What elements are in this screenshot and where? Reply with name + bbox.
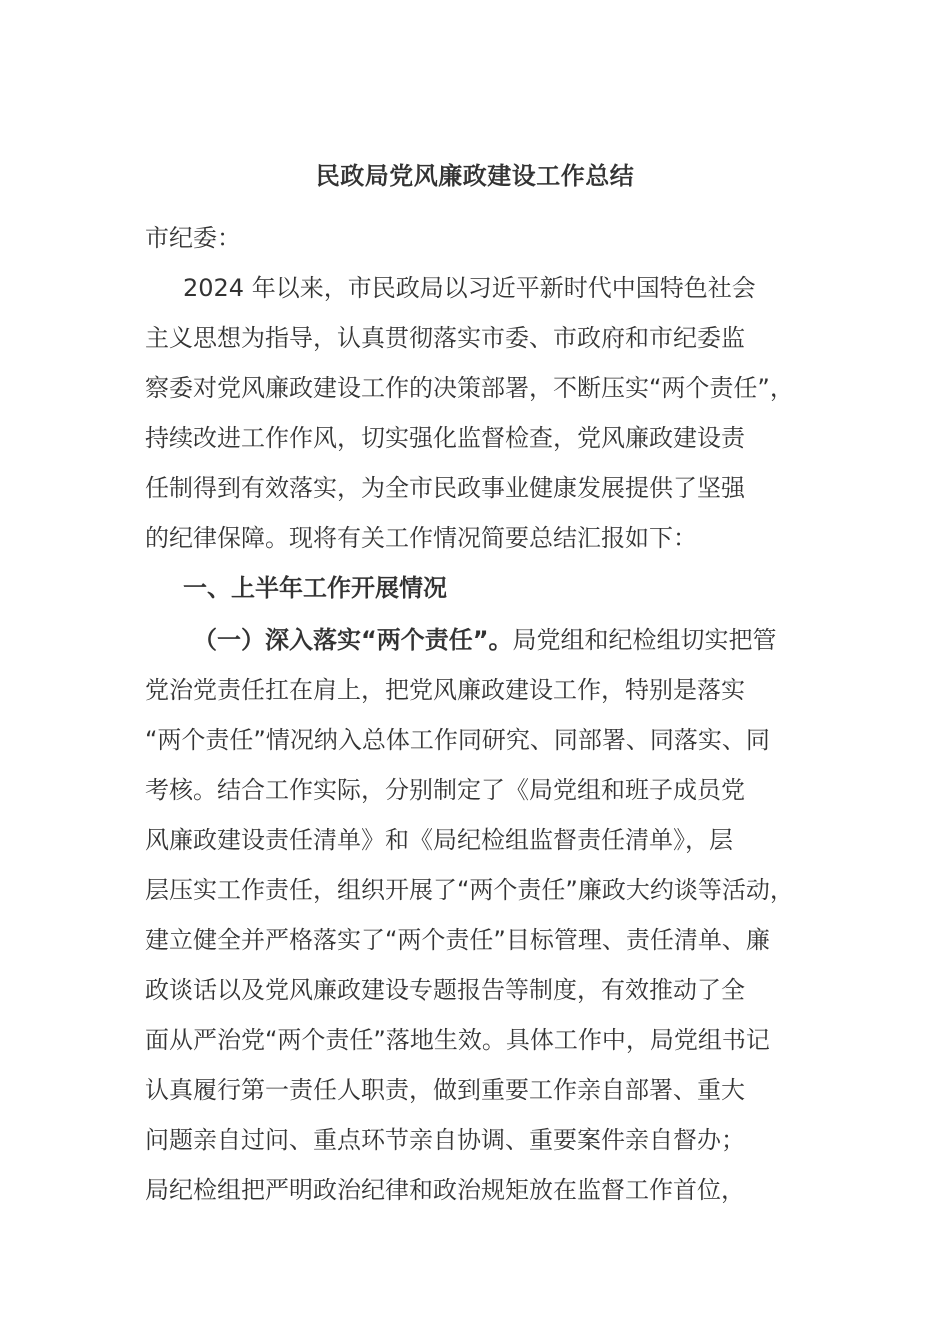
intro-line-5: 任制得到有效落实，为全市民政事业健康发展提供了坚强 (145, 474, 745, 502)
subsection-heading-1: （一）深入落实“两个责任”。 (193, 626, 513, 654)
body-line-2: “两个责任”情况纳入总体工作同研究、同部署、同落实、同 (145, 726, 770, 754)
body-line-10: 问题亲自过问、重点环节亲自协调、重要案件亲自督办； (145, 1126, 745, 1154)
body-line-11: 局纪检组把严明政治纪律和政治规矩放在监督工作首位， (145, 1176, 745, 1204)
intro-line-1: 2024 年以来，市民政局以习近平新时代中国特色社会 (183, 274, 756, 302)
body-line-3: 考核。结合工作实际，分别制定了《局党组和班子成员党 (145, 776, 745, 804)
body-line-8: 面从严治党“两个责任”落地生效。具体工作中，局党组书记 (145, 1026, 770, 1054)
intro-line-3: 察委对党风廉政建设工作的决策部署，不断压实“两个责任”， (145, 374, 794, 402)
section-heading-1: 一、上半年工作开展情况 (183, 574, 447, 602)
body-line-4: 风廉政建设责任清单》和《局纪检组监督责任清单》，层 (145, 826, 733, 854)
subsection-first-line (193, 624, 777, 656)
body-line-9: 认真履行第一责任人职责，做到重要工作亲自部署、重大 (145, 1076, 745, 1104)
body-line-6: 建立健全并严格落实了“两个责任”目标管理、责任清单、廉 (145, 926, 770, 954)
body-line-5: 层压实工作责任，组织开展了“两个责任”廉政大约谈等活动， (145, 876, 794, 904)
document-title: 民政局党风廉政建设工作总结 (315, 162, 635, 190)
body-line-1: 党治党责任扛在肩上，把党风廉政建设工作，特别是落实 (145, 676, 745, 704)
intro-line-4: 持续改进工作作风，切实强化监督检查，党风廉政建设责 (145, 424, 745, 452)
subsection-first-line-text: 局党组和纪检组切实把管 (512, 626, 777, 654)
salutation: 市纪委： (145, 224, 241, 252)
intro-line-6: 的纪律保障。现将有关工作情况简要总结汇报如下： (145, 524, 697, 552)
intro-line-2: 主义思想为指导，认真贯彻落实市委、市政府和市纪委监 (145, 324, 745, 352)
body-line-7: 政谈话以及党风廉政建设专题报告等制度，有效推动了全 (145, 976, 745, 1004)
